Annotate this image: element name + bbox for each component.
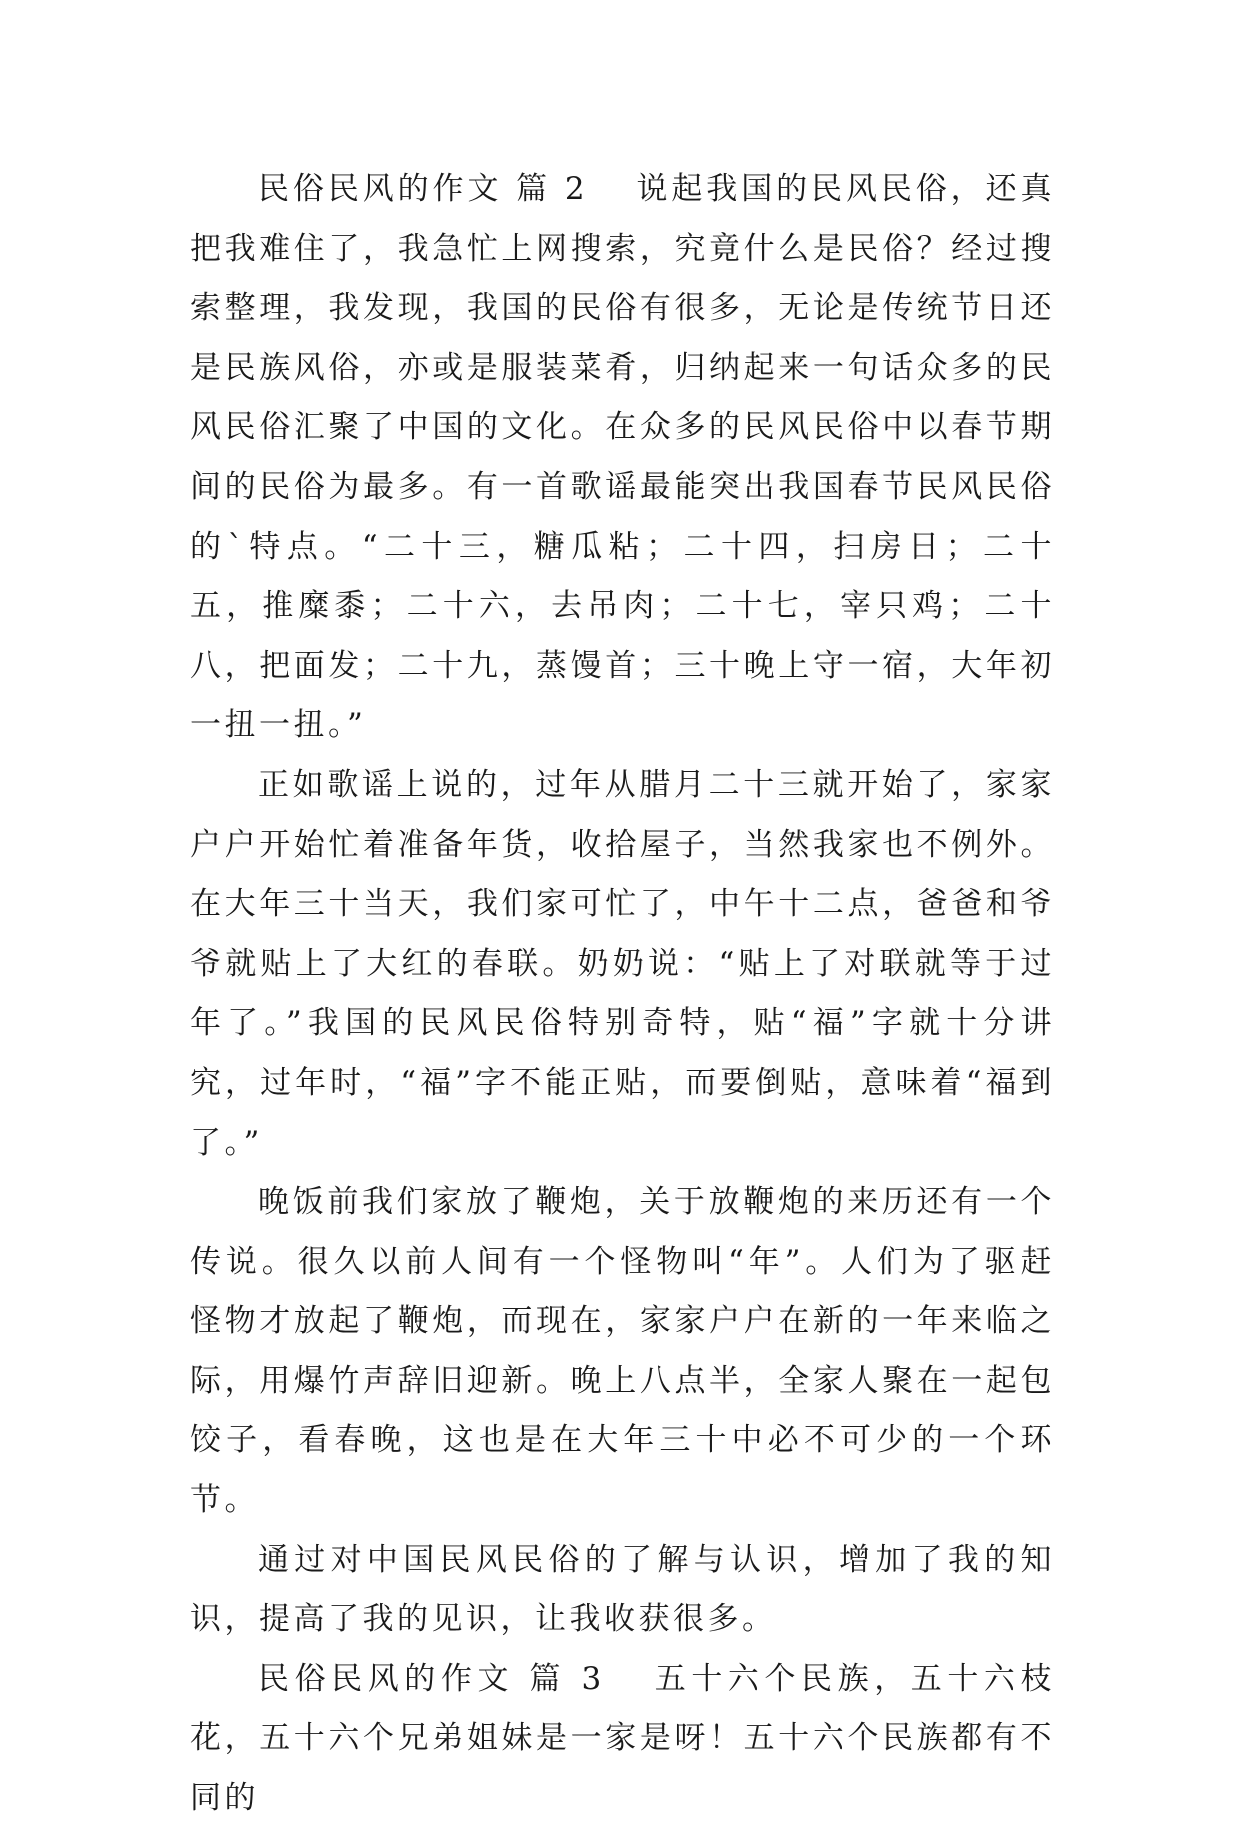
section-2-paragraph (190, 160, 1055, 756)
section-2-body: 说起我国的民风民俗，还真把我难住了，我急忙上网搜索，究竟什么是民俗？经过搜索整理，我发现，我国的民俗有很多，无论是传统节日还是民族风俗，亦或是服装菜肴，归纳起来一句话众多的民风民俗汇聚了中国的文化。在众多的民风民俗中以春节期间的民俗为最多。有一首歌谣最能突出我国春节民风民俗的`特点。“二十三，糖瓜粘；二十四，扫房日；二十五，推糜黍；二十六，去吊肉；二十七，宰只鸡；二十八，把面发；二十九，蒸馒首；三十晚上守一宿，大年初一扭一扭。” (190, 171, 1056, 744)
paragraph-couplets: 正如歌谣上说的，过年从腊月二十三就开始了，家家户户开始忙着准备年货，收拾屋子，当然我家也不例外。在大年三十当天，我们家可忙了，中午十二点，爸爸和爷爷就贴上了大红的春联。奶奶说：“贴上了对联就等于过年了。”我国的民风民俗特别奇特，贴“福”字就十分讲究，过年时，“福”字不能正贴，而要倒贴，意味着“福到了。” (190, 766, 1055, 1161)
paragraph-firecrackers: 晚饭前我们家放了鞭炮，关于放鞭炮的来历还有一个传说。很久以前人间有一个怪物叫“年”。人们为了驱赶怪物才放起了鞭炮，而现在，家家户户在新的一年来临之际，用爆竹声辞旧迎新。晚上八点半，全家人聚在一起包饺子，看春晚，这也是在大年三十中必不可少的一个环节。 (190, 1184, 1055, 1519)
section-3-paragraph (190, 1650, 1055, 1829)
section-3-body: 五十六个民族，五十六枝花，五十六个兄弟姐妹是一家是呀！五十六个民族都有不同的 (190, 1660, 1056, 1817)
paragraph-conclusion: 通过对中国民风民俗的了解与认识，增加了我的知识，提高了我的见识，让我收获很多。 (190, 1541, 1055, 1638)
section-3-heading: 民俗民风的作文 篇 3 (258, 1660, 605, 1697)
essay-body (190, 160, 1055, 1829)
section-2-heading: 民俗民风的作文 篇 2 (258, 171, 589, 207)
